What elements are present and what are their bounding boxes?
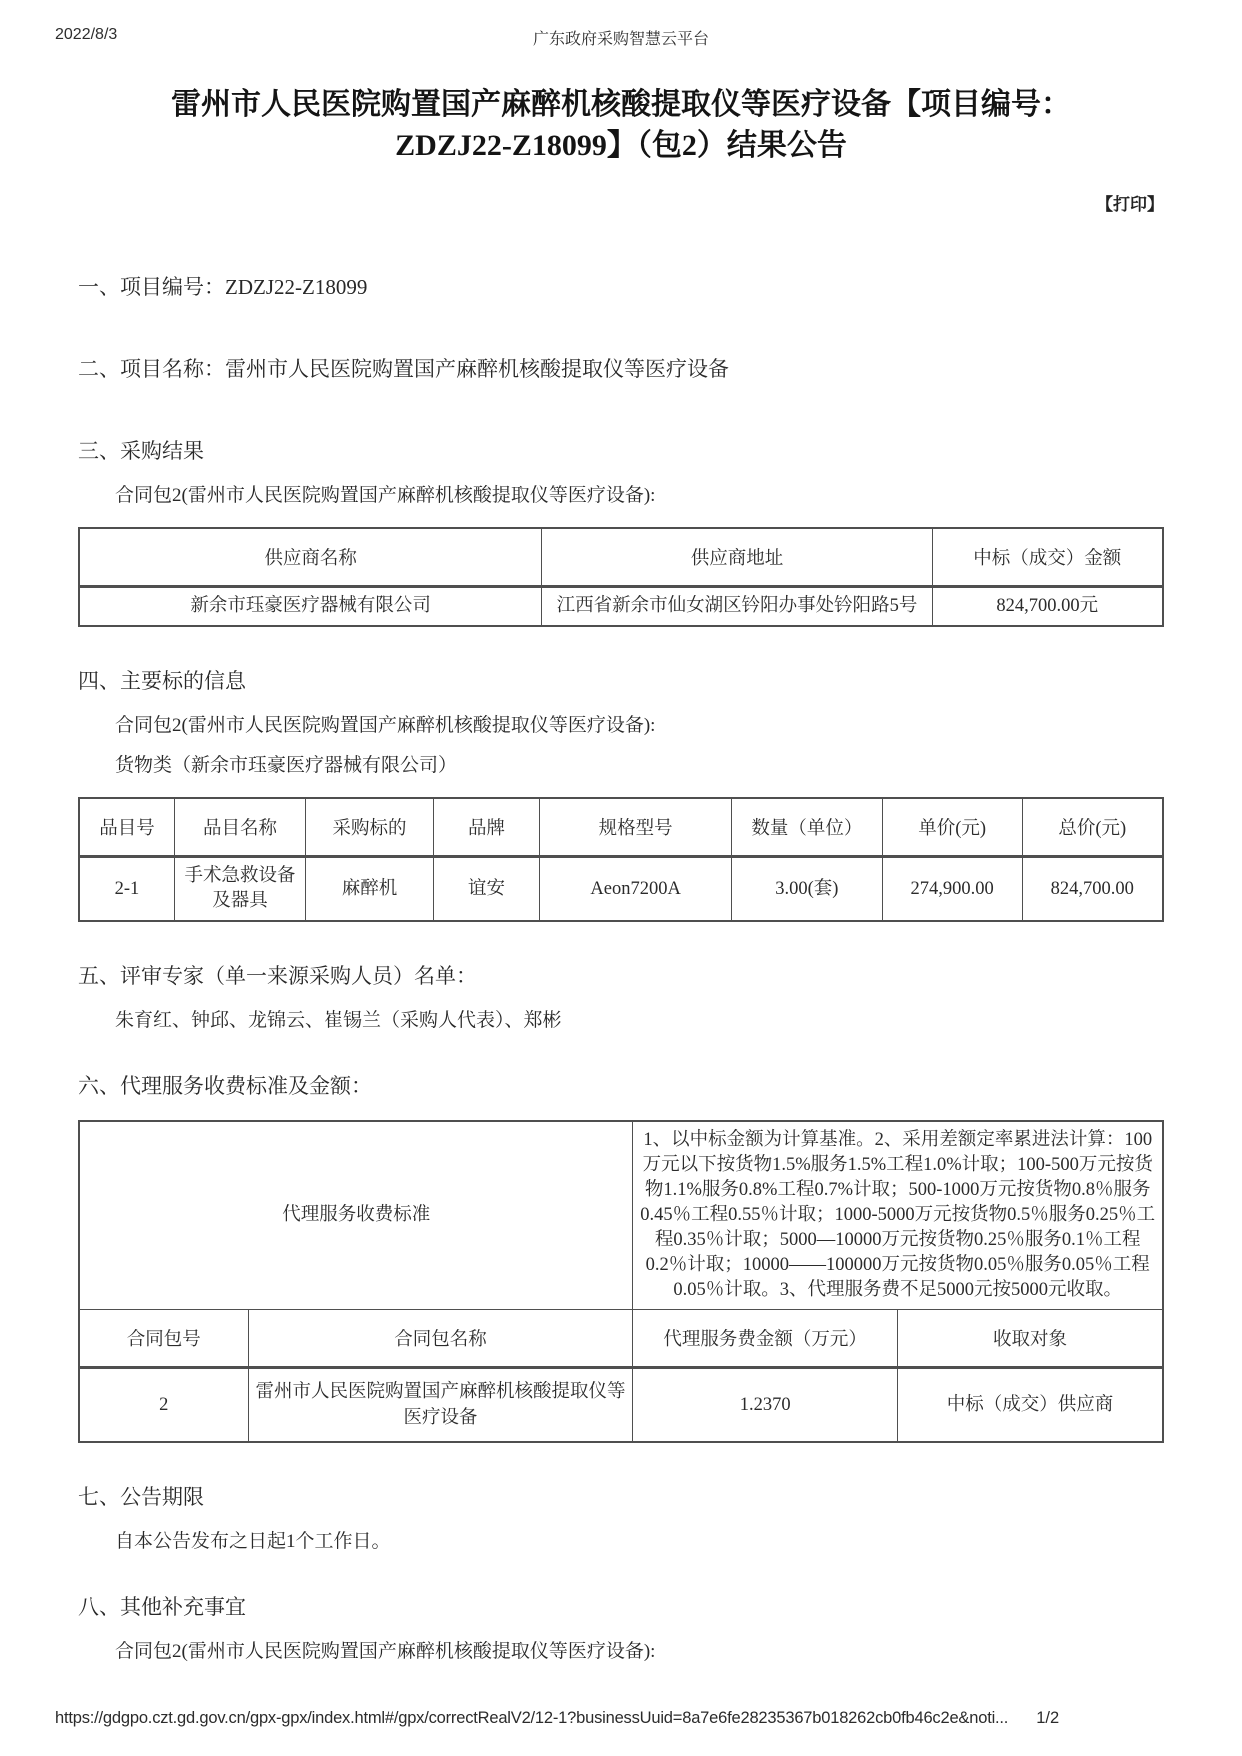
section-heading-project-name: 二、项目名称：雷州市人民医院购置国产麻醉机核酸提取仪等医疗设备	[78, 357, 729, 381]
cell-spec-model: Aeon7200A	[540, 857, 732, 922]
footer-url: https://gdgpo.czt.gd.gov.cn/gpx-gpx/index.html#/gpx/correctRealV2/12-1?businessUuid=8a7e6fe28235367b018262cb0fb46c2e&noti...	[55, 1709, 1009, 1727]
announcement-title: 雷州市人民医院购置国产麻醉机核酸提取仪等医疗设备【项目编号：ZDZJ22-Z18099】（包2）结果公告	[171, 88, 1071, 162]
cell-item-name: 手术急救设备及器具	[174, 857, 305, 922]
cell-item-number: 2-1	[79, 857, 174, 922]
section-heading-project-number: 一、项目编号：ZDZJ22-Z18099	[78, 275, 368, 299]
print-meta-header	[55, 26, 1187, 48]
table-row	[79, 587, 1163, 627]
header-procurement-target: 采购标的	[306, 798, 434, 857]
cell-fee-standard-label: 代理服务收费标准	[79, 1121, 633, 1310]
goods-category-line: 货物类（新余市珏豪医疗器械有限公司）	[115, 755, 458, 776]
cell-supplier-name: 新余市珏豪医疗器械有限公司	[79, 587, 542, 627]
header-item-name: 品目名称	[174, 798, 305, 857]
table-row	[79, 1368, 1163, 1443]
site-name: 广东政府采购智慧云平台	[532, 31, 710, 48]
section-heading-procurement-result: 三、采购结果	[78, 439, 204, 463]
table-header-row	[79, 1310, 1163, 1368]
fee-standard-row	[79, 1121, 1163, 1310]
print-meta-footer	[55, 1709, 1187, 1734]
document-content	[78, 48, 1164, 1663]
contract-package-line: 合同包2(雷州市人民医院购置国产麻醉机核酸提取仪等医疗设备):	[115, 485, 656, 506]
cell-fee-amount: 1.2370	[633, 1368, 897, 1443]
table-header-row	[79, 798, 1163, 857]
cell-package-name: 雷州市人民医院购置国产麻醉机核酸提取仪等医疗设备	[248, 1368, 633, 1443]
header-award-amount: 中标（成交）金额	[932, 528, 1163, 587]
cell-total-price: 824,700.00	[1022, 857, 1163, 922]
section-heading-experts: 五、评审专家（单一来源采购人员）名单：	[78, 964, 477, 988]
section-heading-other-matters: 八、其他补充事宜	[78, 1595, 246, 1619]
header-fee-amount: 代理服务费金额（万元）	[633, 1310, 897, 1368]
agency-fee-table	[78, 1120, 1164, 1443]
table-row	[79, 857, 1163, 922]
header-total-price: 总价(元)	[1022, 798, 1163, 857]
print-row	[78, 190, 1164, 215]
contract-package-line: 合同包2(雷州市人民医院购置国产麻醉机核酸提取仪等医疗设备):	[115, 715, 656, 736]
header-spec-model: 规格型号	[540, 798, 732, 857]
cell-award-amount: 824,700.00元	[932, 587, 1163, 627]
section-heading-main-subject: 四、主要标的信息	[78, 669, 246, 693]
cell-supplier-address: 江西省新余市仙女湖区钤阳办事处钤阳路5号	[542, 587, 932, 627]
footer-page-number: 1/2	[1036, 1709, 1060, 1727]
print-button[interactable]: 【打印】	[1096, 195, 1164, 214]
supplier-result-table	[78, 527, 1164, 627]
cell-procurement-target: 麻醉机	[306, 857, 434, 922]
section-heading-agency-fee: 六、代理服务收费标准及金额：	[78, 1074, 372, 1098]
experts-name-list: 朱育红、钟邱、龙锦云、崔锡兰（采购人代表）、郑彬	[115, 1010, 562, 1031]
announcement-period-text: 自本公告发布之日起1个工作日。	[115, 1531, 391, 1552]
header-fee-payer: 收取对象	[897, 1310, 1163, 1368]
print-date: 2022/8/3	[55, 26, 118, 43]
header-supplier-name: 供应商名称	[79, 528, 542, 587]
cell-unit-price: 274,900.00	[882, 857, 1022, 922]
cell-fee-standard-text: 1、以中标金额为计算基准。2、采用差额定率累进法计算：100万元以下按货物1.5%服务1.5%工程1.0%计取；100-500万元按货物1.1%服务0.8%工程0.7%计取；500-1000万元按货物0.8％服务0.45％工程0.55％计取；1000-5000万元按货物0.5％服务0.25％工程0.35％计取；5000—10000万元按货物0.25％服务0.1％工程0.2％计取；10000——100000万元按货物0.05％服务0.05％工程0.05％计取。3、代理服务费不足5000元按5000元收取。	[633, 1121, 1163, 1310]
header-package-name: 合同包名称	[248, 1310, 633, 1368]
section-heading-announcement-period: 七、公告期限	[78, 1485, 204, 1509]
cell-quantity-unit: 3.00(套)	[732, 857, 883, 922]
table-header-row	[79, 528, 1163, 587]
header-brand: 品牌	[433, 798, 539, 857]
header-quantity-unit: 数量（单位）	[732, 798, 883, 857]
header-package-number: 合同包号	[79, 1310, 248, 1368]
header-item-number: 品目号	[79, 798, 174, 857]
bid-items-table	[78, 797, 1164, 922]
header-unit-price: 单价(元)	[882, 798, 1022, 857]
contract-package-line: 合同包2(雷州市人民医院购置国产麻醉机核酸提取仪等医疗设备):	[115, 1641, 656, 1662]
cell-package-number: 2	[79, 1368, 248, 1443]
cell-brand: 谊安	[433, 857, 539, 922]
header-supplier-address: 供应商地址	[542, 528, 932, 587]
cell-fee-payer: 中标（成交）供应商	[897, 1368, 1163, 1443]
